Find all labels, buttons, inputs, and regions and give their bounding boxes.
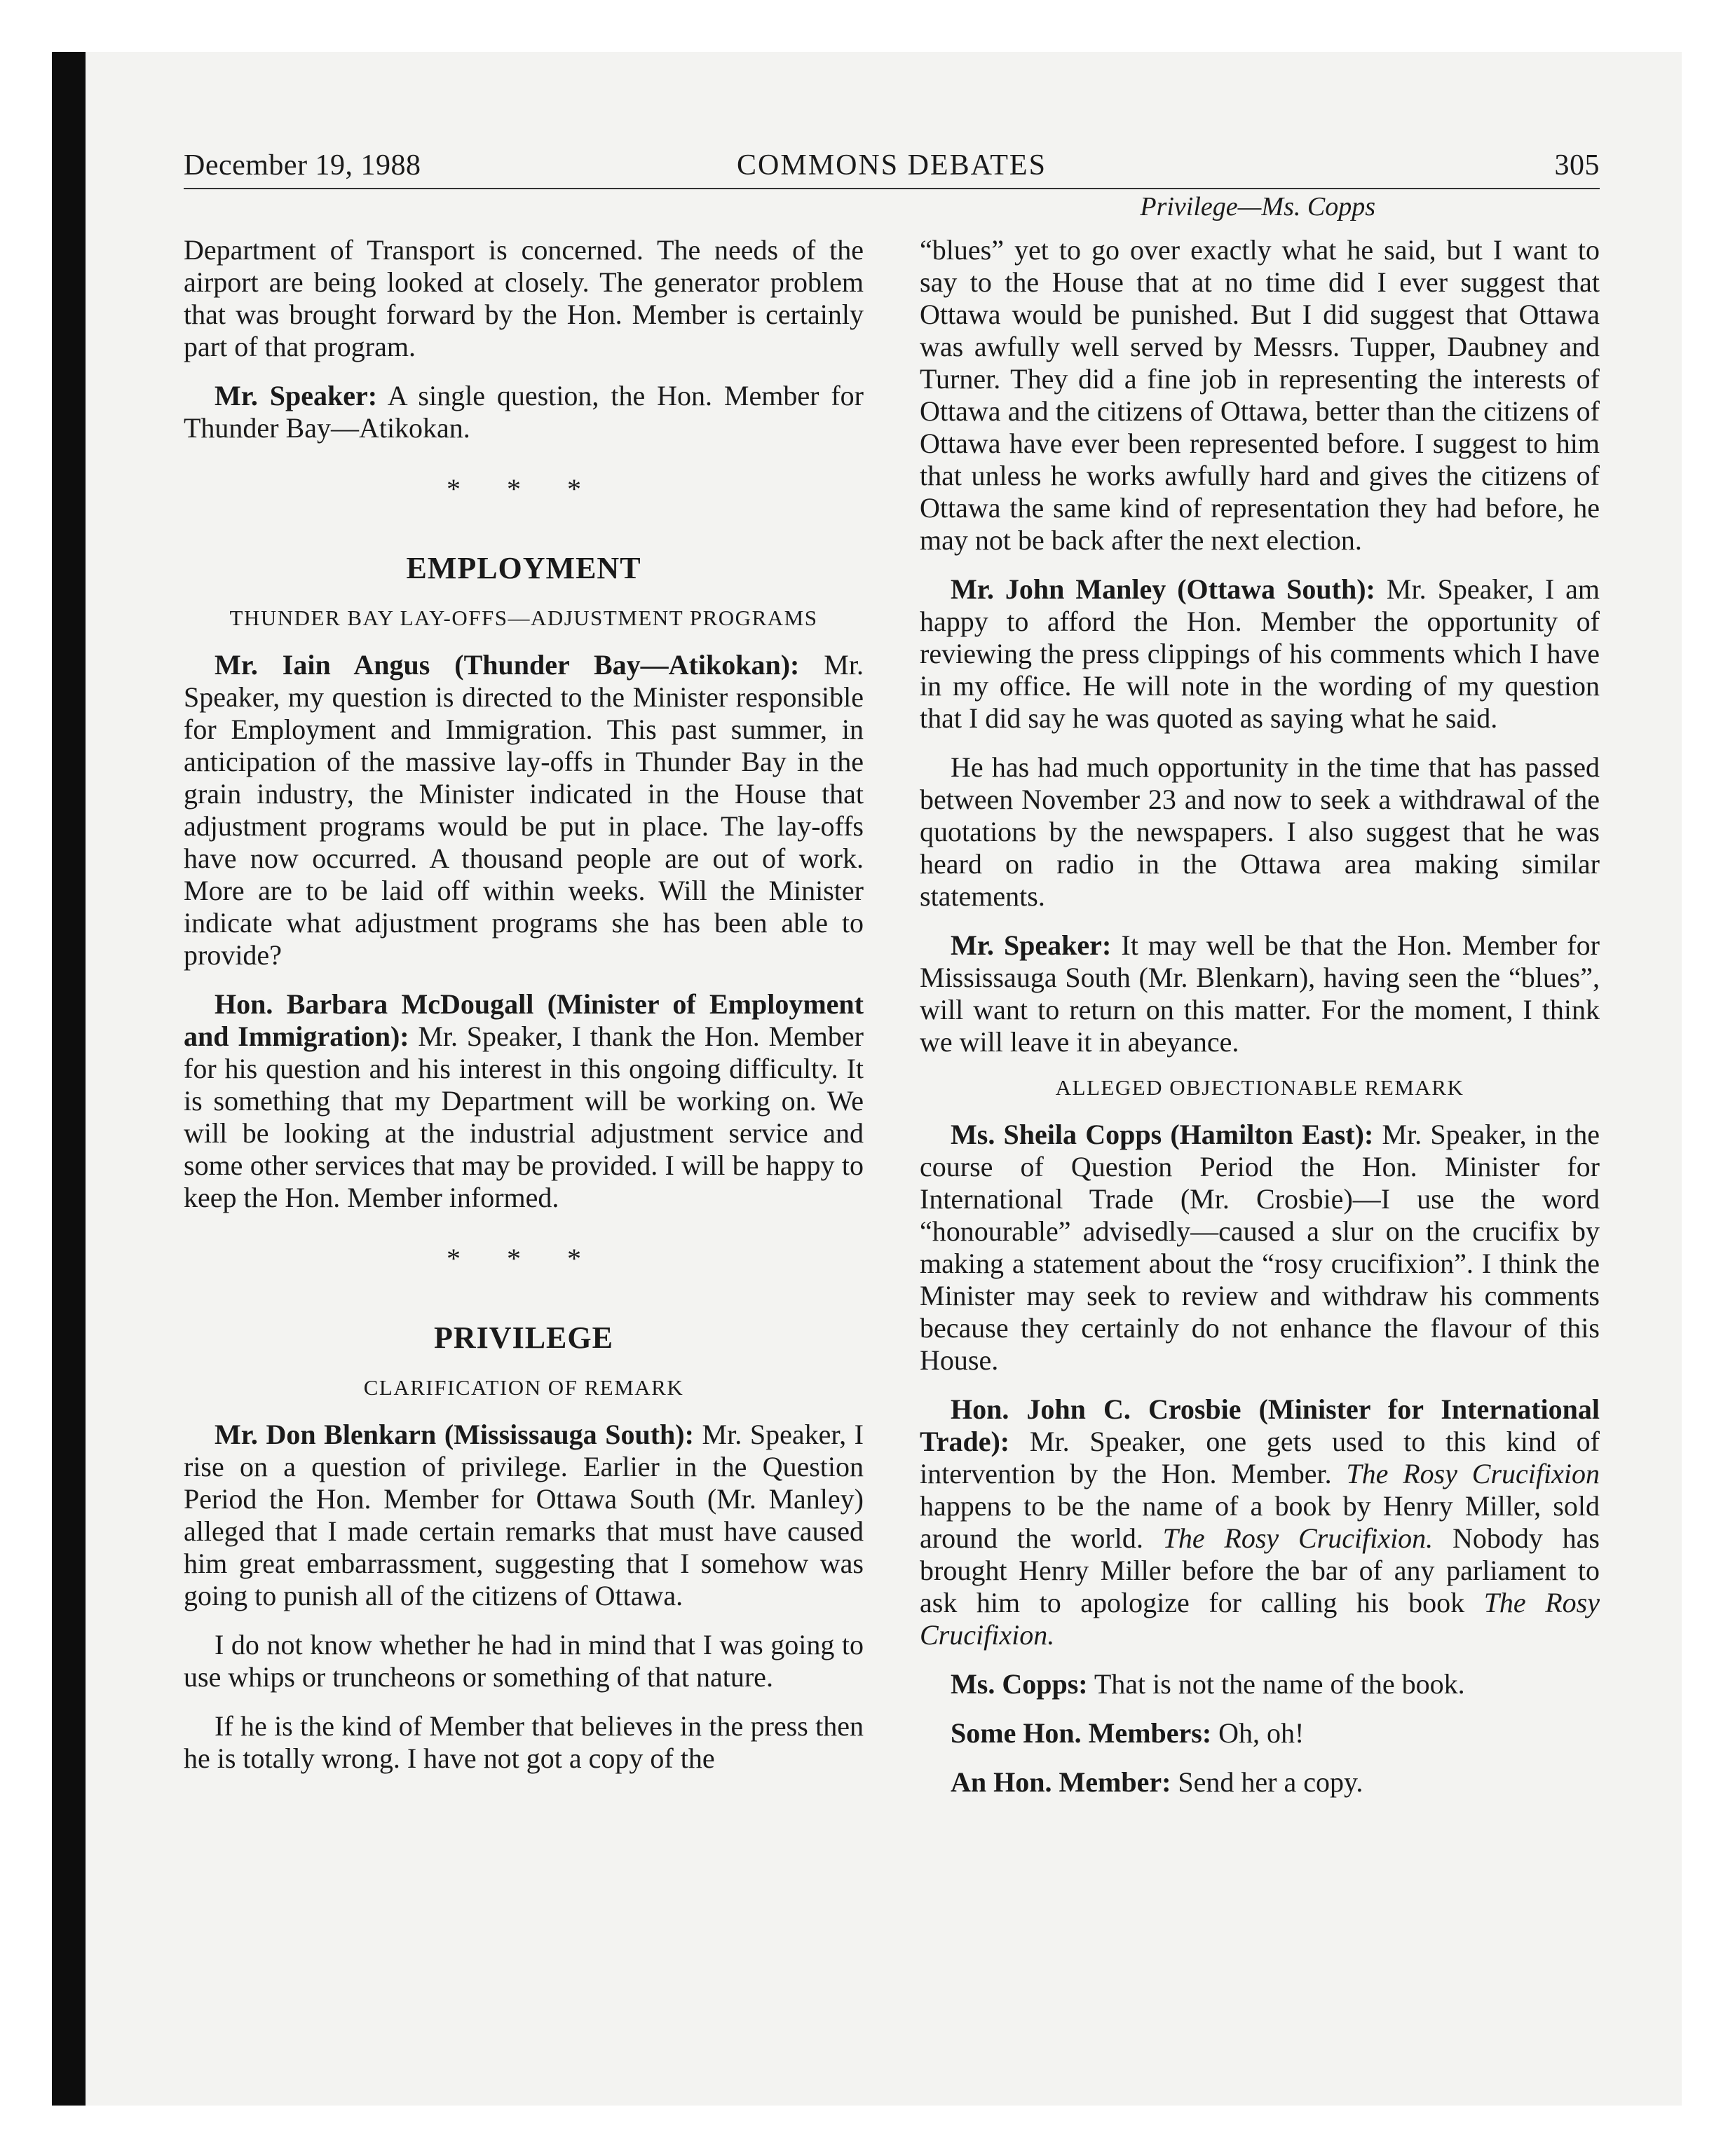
speech-text: Mr. Speaker, I am happy to afford the Hon. Member the opportunity of reviewing the press clippings of his comments which I have in my office. He will note in the wording of my question that I did say he was quoted as saying what he said. (920, 573, 1600, 734)
section-subtitle: THUNDER BAY LAY-OFFS—ADJUSTMENT PROGRAMS (229, 606, 818, 630)
paragraph (920, 1717, 1600, 1749)
speech-text: Oh, oh! (1211, 1717, 1305, 1749)
book-title: The Rosy Crucifixion. (1162, 1522, 1434, 1554)
speech-text: Mr. Speaker, my question is directed to the Minister responsible for Employment and Immigration. This past summer, in anticipation of the massive lay-offs in Thunder Bay in the grain industry, the Minister indicated in the House that adjustment programs would be put in place. The lay-offs have now occurred. A thousand people are out of work. More are to be laid off within weeks. Will the Minister indicate what adjustment programs she has been able to provide? (184, 649, 864, 971)
speech-text: That is not the name of the book. (1087, 1668, 1465, 1700)
page-number: 305 (1554, 149, 1600, 182)
document-page (184, 149, 1600, 1815)
section-separator: * * * (447, 473, 601, 505)
speech-text: A single question, the Hon. Member for Thunder Bay—Atikokan. (184, 380, 864, 444)
speech-text: happens to be the name of a book by Henry Miller, sold around the world. (920, 1490, 1600, 1554)
speaker-name: Mr. Iain Angus (Thunder Bay—Atikokan): (215, 649, 800, 681)
speaker-name: Ms. Sheila Copps (Hamilton East): (951, 1119, 1374, 1150)
paragraph (184, 988, 864, 1214)
speaker-name: Mr. Speaker: (951, 929, 1112, 961)
paragraph (920, 1119, 1600, 1377)
speaker-name: Ms. Copps: (951, 1668, 1088, 1700)
speech-text: Nobody has brought Henry Miller before the bar of any parliament to ask him to apologize for calling his book (920, 1522, 1600, 1618)
speech-text: Mr. Speaker, I rise on a question of privilege. Earlier in the Question Period the Hon. Member for Ottawa South (Mr. Manley) alleged that I made certain remarks that must have caused him great embarrassment, suggesting that I somehow was going to punish all of the citizens of Ottawa. (184, 1419, 864, 1611)
speaker-name: Some Hon. Members: (951, 1717, 1212, 1749)
paragraph: Department of Transport is concerned. The needs of the airport are being looked at closely. The generator problem that was brought forward by the Hon. Member is certainly part of that program. (184, 234, 864, 362)
left-column (184, 234, 864, 1815)
section-subtitle: CLARIFICATION OF REMARK (363, 1375, 684, 1400)
paragraph: “blues” yet to go over exactly what he said, but I want to say to the House that at no time did I ever suggest that Ottawa would be punished. But I did suggest that Ottawa was awfully well served by Messrs. Tupper, Daubney and Turner. They did a fine job in representing the interests of Ottawa and the citizens of Ottawa, better than the citizens of Ottawa have ever been represented before. I suggest to him that unless he works awfully hard and gives the citizens of Ottawa the same kind of representation they had before, he may not be back after the next election. (920, 234, 1600, 556)
paragraph (920, 1668, 1600, 1700)
right-column (920, 234, 1600, 1815)
speaker-name: An Hon. Member: (951, 1766, 1171, 1798)
speech-text: It may well be that the Hon. Member for Mississauga South (Mr. Blenkarn), having seen the “blues”, will want to return on this matter. For the moment, I think we will leave it in abeyance. (920, 929, 1600, 1058)
paragraph (920, 929, 1600, 1058)
section-subtitle: ALLEGED OBJECTIONABLE REMARK (1055, 1075, 1464, 1100)
book-title: The Rosy Crucifixion. (920, 1587, 1600, 1651)
paragraph (184, 380, 864, 444)
speech-text: Mr. Speaker, in the course of Question Period the Hon. Minister for International Trade (Mr. Crosbie)—I use the word “honourable” advisedly—caused a slur on the crucifix by making a statement about the “rosy crucifixion”. I think the Minister may seek to review and withdraw his comments because they certainly do not enhance the flavour of this House. (920, 1119, 1600, 1376)
section-title: EMPLOYMENT (406, 551, 641, 585)
running-header (184, 149, 1600, 189)
speech-text: Mr. Speaker, I thank the Hon. Member for his question and his interest in this ongoing difficulty. It is something that my Department will be working on. We will be looking at the industrial adjustment service and some other services that may be provided. I will be happy to keep the Hon. Member informed. (184, 1021, 864, 1213)
binding-edge (52, 52, 86, 2106)
paragraph (920, 1393, 1600, 1651)
speaker-name: Hon. Barbara McDougall (Minister of Employment and Immigration): (184, 988, 864, 1052)
paragraph (920, 1766, 1600, 1799)
header-date: December 19, 1988 (184, 149, 421, 182)
header-title: COMMONS DEBATES (737, 149, 1047, 182)
speech-text: Mr. Speaker, one gets used to this kind of intervention by the Hon. Member. (920, 1426, 1600, 1489)
text-columns (184, 234, 1600, 1815)
book-title: The Rosy Crucifixion (1346, 1458, 1600, 1489)
paragraph (184, 649, 864, 971)
paragraph: If he is the kind of Member that believes in the press then he is totally wrong. I have not got a copy of the (184, 1710, 864, 1774)
speaker-name: Mr. Don Blenkarn (Mississauga South): (215, 1419, 694, 1450)
paragraph: He has had much opportunity in the time that has passed between November 23 and now to seek a withdrawal of the quotations by the newspapers. I also suggest that he was heard on radio in the Ottawa area making similar statements. (920, 751, 1600, 912)
paragraph (920, 573, 1600, 735)
subject-heading: Privilege—Ms. Copps (1140, 192, 1375, 221)
section-separator: * * * (447, 1243, 601, 1274)
speaker-name: Mr. Speaker: (215, 380, 378, 411)
speaker-name: Mr. John Manley (Ottawa South): (951, 573, 1375, 605)
paragraph (184, 1419, 864, 1612)
paragraph: I do not know whether he had in mind that I was going to use whips or truncheons or something of that nature. (184, 1629, 864, 1693)
speaker-name: Hon. John C. Crosbie (Minister for International Trade): (920, 1393, 1600, 1457)
section-title: PRIVILEGE (434, 1321, 613, 1355)
speech-text: Send her a copy. (1171, 1766, 1363, 1798)
